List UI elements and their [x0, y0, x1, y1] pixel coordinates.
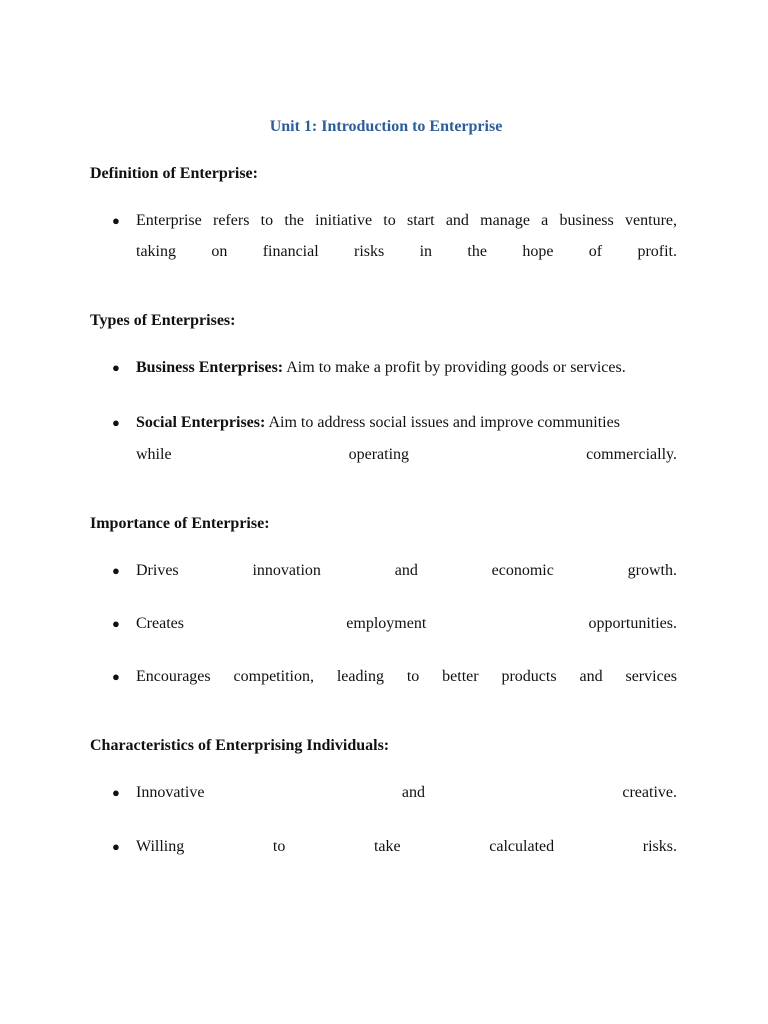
section-heading-definition: Definition of Enterprise:: [90, 165, 258, 182]
bullet-icon: ●: [112, 360, 120, 375]
section-heading-types: Types of Enterprises:: [90, 312, 236, 329]
list-item-line: Encourages competition, leading to better products and services: [136, 668, 677, 685]
bullet-icon: ●: [112, 839, 120, 854]
term-label: Business Enterprises:: [136, 359, 284, 376]
list-item-line: Willing to take calculated risks.: [136, 838, 677, 855]
list-item-line: Drives innovation and economic growth.: [136, 562, 677, 579]
bullet-icon: ●: [112, 669, 120, 684]
section-heading-importance: Importance of Enterprise:: [90, 515, 270, 532]
bullet-icon: ●: [112, 616, 120, 631]
list-item-line: taking on financial risks in the hope of profit.: [136, 243, 677, 260]
bullet-icon: ●: [112, 785, 120, 800]
term-label: Social Enterprises:: [136, 414, 266, 431]
term-description: Aim to make a profit by providing goods or services.: [283, 359, 626, 376]
bullet-icon: ●: [112, 415, 120, 430]
list-item-line: Creates employment opportunities.: [136, 615, 677, 632]
list-item-line: [136, 357, 677, 379]
bullet-icon: ●: [112, 213, 120, 228]
section-heading-characteristics: Characteristics of Enterprising Individuals:: [90, 737, 390, 754]
bullet-icon: ●: [112, 563, 120, 578]
list-item-line: while operating commercially.: [136, 446, 677, 463]
term-description: Aim to address social issues and improve communities: [265, 414, 620, 431]
list-item-line: [136, 412, 677, 434]
list-item-line: Enterprise refers to the initiative to start and manage a business venture,: [136, 212, 677, 229]
page-title: Unit 1: Introduction to Enterprise: [269, 118, 503, 135]
list-item-line: Innovative and creative.: [136, 784, 677, 801]
